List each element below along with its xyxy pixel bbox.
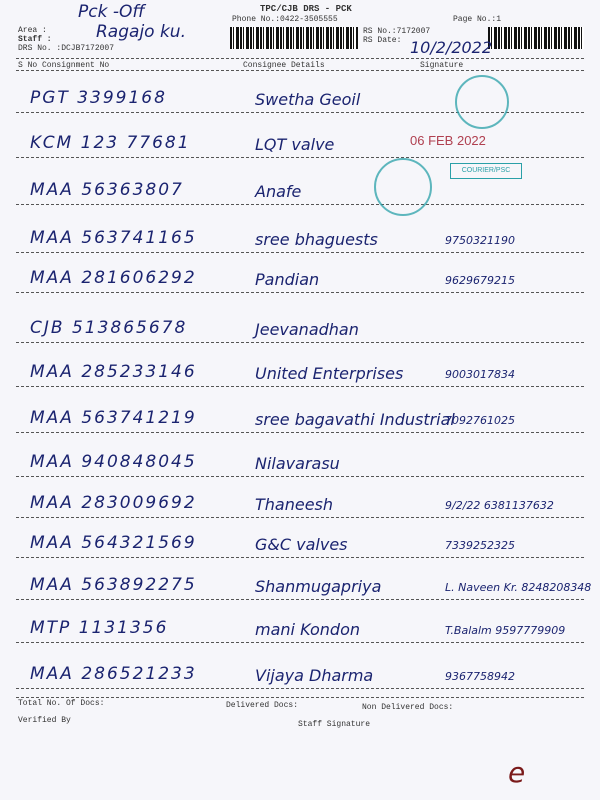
- area-label: Area :: [18, 26, 47, 35]
- consignment-number: KCM 123 77681: [30, 133, 191, 153]
- row-divider: [16, 476, 584, 477]
- col-header-consignment: S No Consignment No: [18, 61, 110, 70]
- consignment-number: MAA 56363807: [30, 180, 184, 200]
- barcode-right: [488, 27, 584, 49]
- staff-signature-label: Staff Signature: [298, 720, 371, 729]
- consignee-name: G&C valves: [255, 535, 348, 554]
- courier-seal-stamp: [374, 158, 432, 216]
- consignee-name: LQT valve: [255, 135, 335, 154]
- consignee-name: Nilavarasu: [255, 454, 340, 473]
- consignee-name: Vijaya Dharma: [255, 666, 374, 685]
- footer-rule: [16, 697, 584, 698]
- row-divider: [16, 292, 584, 293]
- drs-number: DRS No. :DCJB7172007: [18, 44, 115, 53]
- receiver-signature: 7339252325: [445, 539, 515, 552]
- receiver-signature: L. Naveen Kr. 8248208348: [445, 581, 592, 594]
- consignment-number: MAA 940848045: [30, 452, 197, 472]
- consignee-name: sree bhaguests: [255, 230, 378, 249]
- staff-label: Staff :: [18, 35, 52, 44]
- consignment-number: MAA 563892275: [30, 575, 197, 595]
- receiver-signature: 9629679215: [445, 274, 515, 287]
- header-bottom-rule: [16, 70, 584, 71]
- receiver-signature: 9367758942: [445, 670, 515, 683]
- consignment-number: MAA 286521233: [30, 664, 197, 684]
- page-number: Page No.:1: [453, 15, 502, 24]
- row-divider: [16, 342, 584, 343]
- total-docs-label: Total No. Of Docs:: [18, 699, 105, 708]
- courier-stamp-label: COURIER/PSC: [450, 163, 522, 179]
- consignment-number: CJB 513865678: [30, 318, 188, 338]
- corner-hand-mark: e: [508, 756, 526, 789]
- delivered-docs-label: Delivered Docs:: [226, 701, 299, 710]
- consignment-number: MAA 563741165: [30, 228, 197, 248]
- consignment-number: MAA 563741219: [30, 408, 197, 428]
- consignee-name: Shanmugapriya: [255, 577, 382, 596]
- form-title: TPC/CJB DRS - PCK: [260, 4, 352, 14]
- row-divider: [16, 157, 584, 158]
- col-header-consignee: Consignee Details: [243, 61, 325, 70]
- company-seal-stamp: [455, 75, 509, 129]
- date-stamp: 06 FEB 2022: [410, 133, 486, 148]
- row-divider: [16, 386, 584, 387]
- row-divider: [16, 432, 584, 433]
- consignee-name: United Enterprises: [255, 364, 404, 383]
- col-header-signature: Signature: [420, 61, 464, 70]
- receiver-signature: 9750321190: [445, 234, 515, 247]
- consignment-number: MAA 283009692: [30, 493, 197, 513]
- consignment-number: MAA 281606292: [30, 268, 197, 288]
- receiver-signature: T.Balalm 9597779909: [445, 624, 566, 637]
- phone-number: Phone No.:0422-3505555: [232, 15, 338, 24]
- receiver-signature: 7092761025: [445, 414, 515, 427]
- consignment-number: MTP 1131356: [30, 618, 169, 638]
- consignee-name: sree bagavathi Industrial: [255, 410, 455, 429]
- receiver-signature: 9003017834: [445, 368, 515, 381]
- rs-date-label: RS Date:: [363, 36, 402, 45]
- row-divider: [16, 557, 584, 558]
- consignee-name: mani Kondon: [255, 620, 360, 639]
- consignee-name: Pandian: [255, 270, 320, 289]
- header-top-rule: [16, 58, 584, 59]
- row-divider: [16, 642, 584, 643]
- row-divider: [16, 252, 584, 253]
- row-divider: [16, 599, 584, 600]
- row-divider: [16, 204, 584, 205]
- consignee-name: Swetha Geoil: [255, 90, 361, 109]
- row-divider: [16, 688, 584, 689]
- barcode-left: [230, 27, 358, 49]
- hand-area-note: Pck -Off: [78, 2, 145, 22]
- consignment-number: PGT 3399168: [30, 88, 167, 108]
- non-delivered-docs-label: Non Delivered Docs:: [362, 703, 454, 712]
- row-divider: [16, 517, 584, 518]
- consignee-name: Thaneesh: [255, 495, 334, 514]
- consignment-number: MAA 285233146: [30, 362, 197, 382]
- rs-number: RS No.:7172007: [363, 27, 431, 36]
- consignment-number: MAA 564321569: [30, 533, 197, 553]
- consignee-name: Anafe: [255, 182, 302, 201]
- verified-by-label: Verified By: [18, 716, 71, 725]
- receiver-signature: 9/2/22 6381137632: [445, 499, 554, 512]
- hand-staff-note: Ragajo ku.: [96, 22, 186, 42]
- consignee-name: Jeevanadhan: [255, 320, 359, 339]
- hand-rs-date: 10/2/2022: [410, 38, 493, 57]
